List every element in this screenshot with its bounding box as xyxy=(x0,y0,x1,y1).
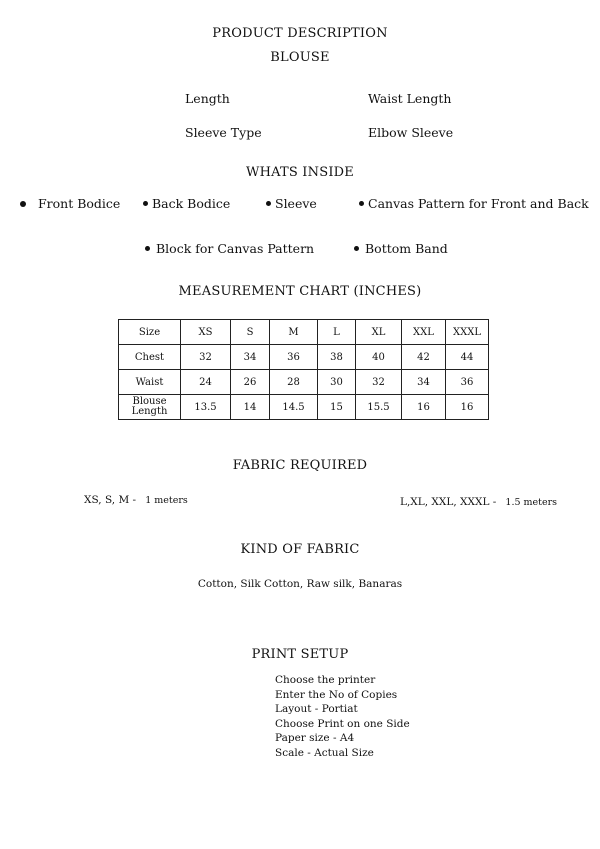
bullet-icon xyxy=(20,201,26,207)
table-header-cell: L xyxy=(318,320,356,345)
table-cell: 16 xyxy=(446,395,489,420)
table-row xyxy=(119,370,489,395)
table-cell: 42 xyxy=(402,345,446,370)
table-header-cell: XXL xyxy=(402,320,446,345)
table-cell: 40 xyxy=(356,345,402,370)
measurement-table xyxy=(118,319,489,420)
spec-sleeve-value: Elbow Sleeve xyxy=(368,125,454,140)
table-cell: 14 xyxy=(231,395,270,420)
table-cell: 15 xyxy=(318,395,356,420)
page-title: PRODUCT DESCRIPTION xyxy=(212,26,388,41)
table-cell: 24 xyxy=(181,370,231,395)
table-cell: 36 xyxy=(270,345,318,370)
print-step: Layout - Portiat xyxy=(275,703,358,716)
table-cell: 13.5 xyxy=(181,395,231,420)
bullet-icon xyxy=(266,201,271,206)
print-step: Choose the printer xyxy=(275,674,376,686)
list-item: Bottom Band xyxy=(354,241,448,256)
table-header-cell: XS xyxy=(181,320,231,345)
spec-sleeve-label: Sleeve Type xyxy=(185,125,262,140)
fabric-required-small: XS, S, M - 1 meters xyxy=(84,494,188,506)
table-row xyxy=(119,345,489,370)
table-cell: 14.5 xyxy=(270,395,318,420)
table-cell: 38 xyxy=(318,345,356,370)
whats-inside-heading: WHATS INSIDE xyxy=(246,165,354,180)
table-cell: 26 xyxy=(231,370,270,395)
bullet-icon xyxy=(359,201,364,206)
table-header-cell: XXXL xyxy=(446,320,489,345)
print-step: Enter the No of Copies xyxy=(275,688,398,701)
list-item: Block for Canvas Pattern xyxy=(145,241,314,256)
print-step: Choose Print on one Side xyxy=(275,717,410,730)
table-header-cell: Size xyxy=(119,320,181,345)
fabric-required-large: L,XL, XXL, XXXL - 1.5 meters xyxy=(400,496,558,508)
table-row-label: Chest xyxy=(119,345,181,370)
table-cell: 34 xyxy=(231,345,270,370)
bullet-icon xyxy=(354,246,359,251)
product-name: BLOUSE xyxy=(270,50,330,65)
print-setup-heading: PRINT SETUP xyxy=(251,647,349,662)
list-item: Canvas Pattern for Front and Back xyxy=(359,196,589,211)
table-header-cell: S xyxy=(231,320,270,345)
table-cell: 16 xyxy=(402,395,446,420)
table-cell: 15.5 xyxy=(356,395,402,420)
table-header-cell: XL xyxy=(356,320,402,345)
spec-length-value: Waist Length xyxy=(368,91,452,106)
print-step: Scale - Actual Size xyxy=(275,746,374,759)
table-cell: 30 xyxy=(318,370,356,395)
kind-of-fabric-heading: KIND OF FABRIC xyxy=(240,542,360,557)
table-cell: 44 xyxy=(446,345,489,370)
table-cell: 32 xyxy=(181,345,231,370)
measurement-heading: MEASUREMENT CHART (INCHES) xyxy=(178,284,422,299)
table-header-cell: M xyxy=(270,320,318,345)
print-setup-steps xyxy=(275,673,410,761)
bullet-icon xyxy=(145,246,150,251)
bullet-icon xyxy=(143,201,148,206)
table-row-label: Blouse Length xyxy=(119,395,181,420)
spec-length-label: Length xyxy=(185,91,230,106)
fabric-required-heading: FABRIC REQUIRED xyxy=(232,458,368,473)
table-cell: 36 xyxy=(446,370,489,395)
list-item: Front Bodice xyxy=(20,196,120,211)
list-item: Back Bodice xyxy=(143,196,230,211)
table-row-label: Waist xyxy=(119,370,181,395)
print-step: Paper size - A4 xyxy=(275,732,355,745)
table-row xyxy=(119,320,489,345)
table-cell: 32 xyxy=(356,370,402,395)
kind-of-fabric-text: Cotton, Silk Cotton, Raw silk, Banaras xyxy=(197,578,403,590)
table-cell: 28 xyxy=(270,370,318,395)
table-row xyxy=(119,395,489,420)
table-cell: 34 xyxy=(402,370,446,395)
list-item: Sleeve xyxy=(266,196,317,211)
